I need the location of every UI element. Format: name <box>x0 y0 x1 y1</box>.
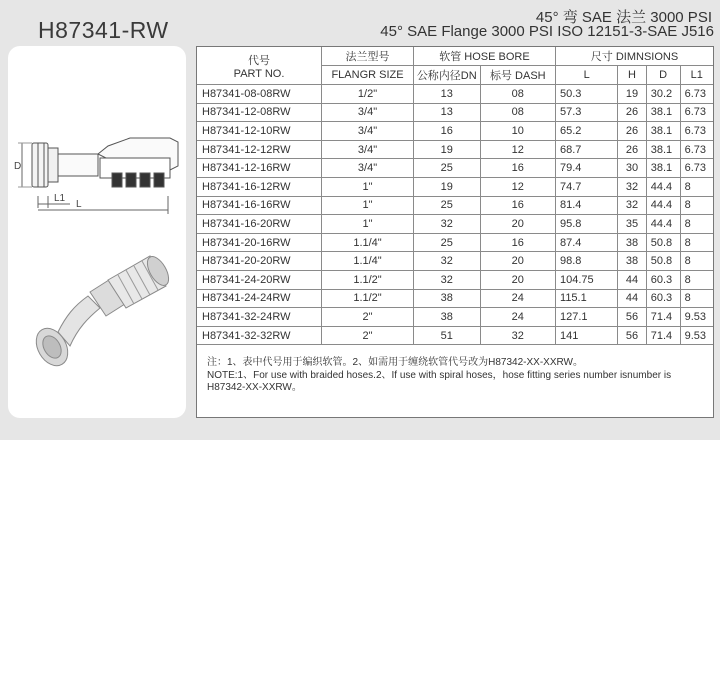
flange-size-cell: 1" <box>322 215 414 234</box>
part-number-cell: H87341-12-12RW <box>197 140 322 159</box>
height-cell: 56 <box>618 326 646 345</box>
table-row <box>197 85 713 104</box>
note-line-2: NOTE:1、For use with braided hoses.2、If use with spiral hoses，hose fitting series number isnumber is <box>207 369 672 381</box>
part-number-cell: H87341-24-20RW <box>197 270 322 289</box>
flange-size-cell: 3/4" <box>322 159 414 178</box>
l1-cell: 6.73 <box>680 159 713 178</box>
fitting-drawing <box>8 46 186 418</box>
title-english: 45° SAE Flange 3000 PSI ISO 12151-3-SAE J516 <box>380 23 714 40</box>
table-row <box>197 103 713 122</box>
diameter-cell: 38.1 <box>646 140 680 159</box>
l1-cell: 6.73 <box>680 122 713 141</box>
dash-cell: 08 <box>480 103 555 122</box>
table-row <box>197 215 713 234</box>
diameter-cell: 50.8 <box>646 252 680 271</box>
flange-size-cell: 1.1/4" <box>322 233 414 252</box>
table-row <box>197 326 713 345</box>
dimensions-header: 尺寸 DIMNSIONS <box>556 47 713 66</box>
dn-cell: 32 <box>413 215 480 234</box>
dn-cell: 51 <box>413 326 480 345</box>
fitting-photo <box>30 253 173 371</box>
flange-size-cell: 1" <box>322 177 414 196</box>
dash-cell: 16 <box>480 196 555 215</box>
table-row <box>197 270 713 289</box>
part-number-cell: H87341-16-16RW <box>197 196 322 215</box>
dn-cell: 32 <box>413 270 480 289</box>
dn-cell: 13 <box>413 103 480 122</box>
dash-cell: 08 <box>480 85 555 104</box>
dn-cell: 38 <box>413 308 480 327</box>
height-cell: 19 <box>618 85 646 104</box>
dash-cell: 20 <box>480 215 555 234</box>
dash-cell: 24 <box>480 308 555 327</box>
part-number-cell: H87341-32-24RW <box>197 308 322 327</box>
flange-size-cell: 3/4" <box>322 103 414 122</box>
diameter-cell: 44.4 <box>646 215 680 234</box>
diameter-cell: 60.3 <box>646 270 680 289</box>
length-cell: 81.4 <box>556 196 618 215</box>
flange-size-cell: 1.1/4" <box>322 252 414 271</box>
length-cell: 141 <box>556 326 618 345</box>
l1-cell: 9.53 <box>680 308 713 327</box>
d-header: D <box>646 66 680 85</box>
dash-cell: 16 <box>480 233 555 252</box>
l1-cell: 8 <box>680 196 713 215</box>
table-row <box>197 196 713 215</box>
header-row-1 <box>197 47 713 66</box>
l1-cell: 6.73 <box>680 103 713 122</box>
dn-cell: 13 <box>413 85 480 104</box>
l1-cell: 8 <box>680 177 713 196</box>
diameter-cell: 44.4 <box>646 177 680 196</box>
flange-size-cell: 1/2" <box>322 85 414 104</box>
note-line-3: H87342-XX-XXRW。 <box>207 382 302 393</box>
part-no-header-cn: 代号 <box>248 54 271 67</box>
table-row <box>197 140 713 159</box>
dash-cell: 24 <box>480 289 555 308</box>
flange-size-cell: 1" <box>322 196 414 215</box>
flange-size-cell: 1.1/2" <box>322 289 414 308</box>
length-cell: 115.1 <box>556 289 618 308</box>
height-cell: 56 <box>618 308 646 327</box>
flange-size-cell: 2" <box>322 308 414 327</box>
diameter-cell: 71.4 <box>646 308 680 327</box>
diameter-cell: 38.1 <box>646 103 680 122</box>
height-cell: 32 <box>618 196 646 215</box>
part-number-cell: H87341-32-32RW <box>197 326 322 345</box>
length-cell: 68.7 <box>556 140 618 159</box>
part-number-cell: H87341-16-20RW <box>197 215 322 234</box>
length-cell: 104.75 <box>556 270 618 289</box>
dash-header: 标号 DASH <box>480 66 555 85</box>
height-cell: 26 <box>618 103 646 122</box>
length-cell: 50.3 <box>556 85 618 104</box>
length-cell: 57.3 <box>556 103 618 122</box>
table-row <box>197 289 713 308</box>
height-cell: 32 <box>618 177 646 196</box>
dn-cell: 19 <box>413 177 480 196</box>
table-row <box>197 308 713 327</box>
table-row <box>197 177 713 196</box>
l1-cell: 8 <box>680 233 713 252</box>
dash-cell: 16 <box>480 159 555 178</box>
flange-size-cell: 1.1/2" <box>322 270 414 289</box>
hose-bore-header: 软管 HOSE BORE <box>413 47 555 66</box>
dn-cell: 32 <box>413 252 480 271</box>
table-row <box>197 159 713 178</box>
dn-cell: 25 <box>413 159 480 178</box>
l1-cell: 6.73 <box>680 140 713 159</box>
note-line-1: 注：1、表中代号用于编织软管。2、如需用于缠绕软管代号改为H87342-XX-XXRW。 <box>207 357 583 368</box>
dash-cell: 20 <box>480 252 555 271</box>
notes <box>207 357 707 395</box>
length-cell: 79.4 <box>556 159 618 178</box>
diameter-cell: 50.8 <box>646 233 680 252</box>
dn-cell: 25 <box>413 233 480 252</box>
height-cell: 26 <box>618 122 646 141</box>
length-cell: 98.8 <box>556 252 618 271</box>
height-cell: 38 <box>618 233 646 252</box>
length-cell: 74.7 <box>556 177 618 196</box>
product-illustration-panel <box>8 46 186 418</box>
part-number-cell: H87341-24-24RW <box>197 289 322 308</box>
height-cell: 44 <box>618 270 646 289</box>
part-number-cell: H87341-20-16RW <box>197 233 322 252</box>
dash-cell: 10 <box>480 122 555 141</box>
dash-cell: 32 <box>480 326 555 345</box>
part-number-cell: H87341-12-10RW <box>197 122 322 141</box>
dash-cell: 12 <box>480 177 555 196</box>
length-cell: 65.2 <box>556 122 618 141</box>
dash-cell: 20 <box>480 270 555 289</box>
flange-size-cell: 2" <box>322 326 414 345</box>
l1-cell: 6.73 <box>680 85 713 104</box>
flange-header-cn: 法兰型号 <box>322 47 414 66</box>
dn-cell: 19 <box>413 140 480 159</box>
technical-drawing <box>18 138 178 214</box>
l1-cell: 8 <box>680 252 713 271</box>
diameter-cell: 44.4 <box>646 196 680 215</box>
height-cell: 26 <box>618 140 646 159</box>
part-no-header <box>197 47 322 85</box>
diameter-cell: 38.1 <box>646 122 680 141</box>
specification-table-panel <box>196 46 714 418</box>
l1-header: L1 <box>680 66 713 85</box>
length-cell: 87.4 <box>556 233 618 252</box>
dash-cell: 12 <box>480 140 555 159</box>
dn-cell: 38 <box>413 289 480 308</box>
table-row <box>197 122 713 141</box>
table-row <box>197 252 713 271</box>
specification-table <box>197 47 713 345</box>
height-cell: 44 <box>618 289 646 308</box>
dn-cell: 16 <box>413 122 480 141</box>
part-number-cell: H87341-08-08RW <box>197 85 322 104</box>
part-no-header-en: PART NO. <box>233 67 285 80</box>
label-l: L <box>76 199 82 210</box>
dn-cell: 25 <box>413 196 480 215</box>
l1-cell: 8 <box>680 289 713 308</box>
l1-cell: 9.53 <box>680 326 713 345</box>
h-header: H <box>618 66 646 85</box>
height-cell: 35 <box>618 215 646 234</box>
part-number-cell: H87341-20-20RW <box>197 252 322 271</box>
model-title: H87341-RW <box>38 17 169 43</box>
diameter-cell: 71.4 <box>646 326 680 345</box>
label-d: D <box>14 161 22 172</box>
dn-header: 公称内径DN <box>413 66 480 85</box>
height-cell: 38 <box>618 252 646 271</box>
label-l1: L1 <box>54 193 66 204</box>
diameter-cell: 60.3 <box>646 289 680 308</box>
diameter-cell: 38.1 <box>646 159 680 178</box>
table-row <box>197 233 713 252</box>
diameter-cell: 30.2 <box>646 85 680 104</box>
part-number-cell: H87341-12-08RW <box>197 103 322 122</box>
flange-size-cell: 3/4" <box>322 140 414 159</box>
l1-cell: 8 <box>680 215 713 234</box>
length-cell: 127.1 <box>556 308 618 327</box>
title-chinese: 45° 弯 SAE 法兰 3000 PSI <box>535 9 712 26</box>
flange-size-cell: 3/4" <box>322 122 414 141</box>
height-cell: 30 <box>618 159 646 178</box>
length-cell: 95.8 <box>556 215 618 234</box>
l1-cell: 8 <box>680 270 713 289</box>
l-header: L <box>556 66 618 85</box>
part-number-cell: H87341-12-16RW <box>197 159 322 178</box>
flange-header-en: FLANGR SIZE <box>322 66 414 85</box>
part-number-cell: H87341-16-12RW <box>197 177 322 196</box>
